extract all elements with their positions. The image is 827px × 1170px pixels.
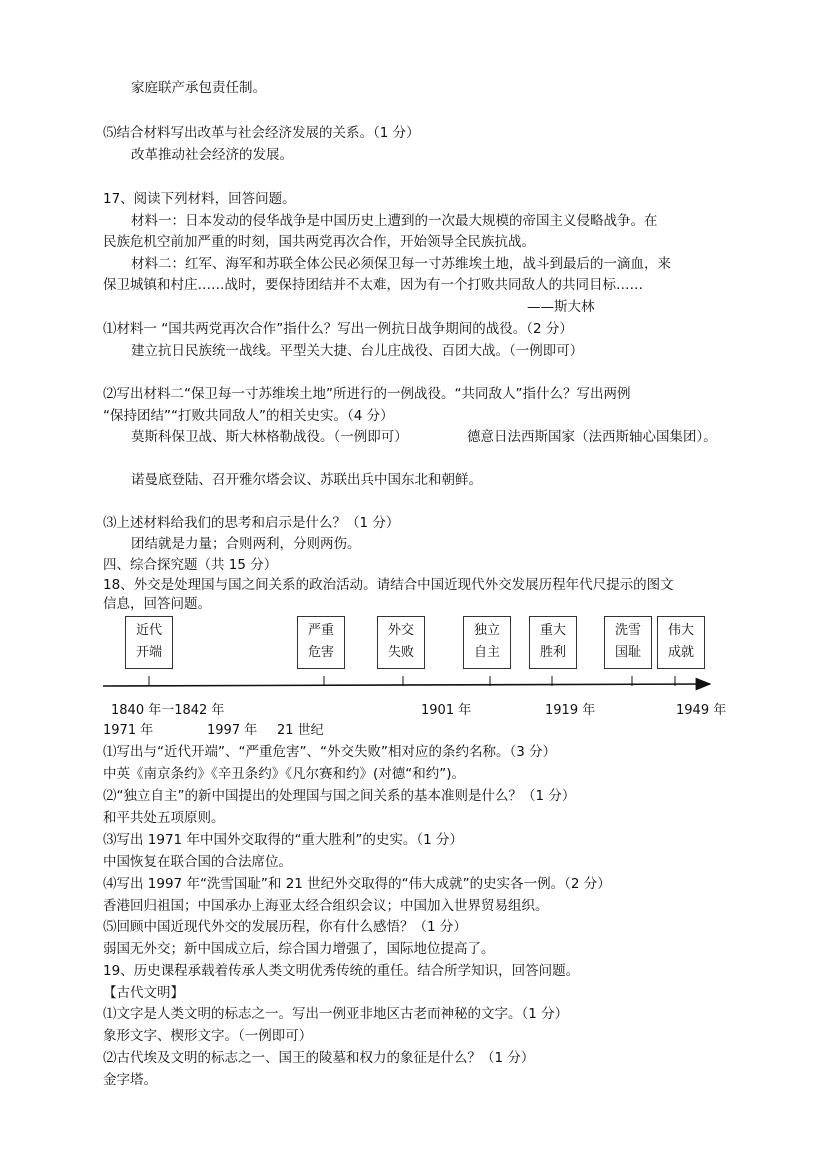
question-5: ⑸结合材料写出改革与社会经济发展的关系。（1 分） — [103, 125, 420, 141]
question-17-2-line-2: “保持团结”“打败共同敌人”的相关史实。（4 分） — [103, 408, 394, 424]
question-17-2-line-1: ⑵写出材料二“保卫每一寸苏维埃土地”所进行的一例战役。“共同敌人”指什么？写出两例 — [103, 386, 631, 402]
answer-17-1: 建立抗日民族统一战线。平型关大捷、台儿庄战役、百团大战。（一例即可） — [131, 343, 584, 359]
text-line: 家庭联产承包责任制。 — [131, 80, 266, 96]
year-label-1840: 1840 年一1842 年 — [111, 703, 225, 718]
answer-18-4: 香港回归祖国；中国承办上海亚太经合组织会议；中国加入世界贸易组织。 — [103, 898, 549, 914]
year-label-1901: 1901 年 — [421, 703, 472, 718]
timeline-box-diplomatic-failure: 外交 失败 — [377, 616, 425, 669]
year-label-1919: 1919 年 — [545, 703, 596, 718]
question-17-title: 17、阅读下列材料，回答问题。 — [103, 191, 296, 207]
question-19-1: ⑴文字是人类文明的标志之一。写出一例亚非地区古老而神秘的文字。（1 分） — [103, 1006, 569, 1022]
question-18-1: ⑴写出与“近代开端”、“严重危害”、“外交失败”相对应的条约名称。（3 分） — [103, 744, 557, 760]
answer-17-3: 团结就是力量；合则两利，分则两伤。 — [131, 536, 361, 552]
timeline-box-wipe-humiliation: 洗雪 国耻 — [604, 616, 652, 669]
timeline-box-great-achievement: 伟大 成就 — [657, 616, 705, 669]
material-2-line-2: 保卫城镇和村庄……战时，要保持团结并不太难，因为有一个打败共同敌人的共同目标…… — [103, 277, 643, 293]
year-label-1949: 1949 年 — [676, 703, 727, 718]
question-18-line-1: 18、外交是处理国与国之间关系的政治活动。请结合中国近现代外交发展历程年代尺提示的图文 — [103, 577, 674, 593]
timeline-box-serious-harm: 严重 危害 — [297, 616, 345, 669]
question-17-3: ⑶上述材料给我们的思考和启示是什么？（1 分） — [103, 515, 400, 531]
answer-18-2: 和平共处五项原则。 — [103, 810, 225, 826]
question-18-4: ⑷写出 1997 年“洗雪国耻”和 21 世纪外交取得的“伟大成就”的史实各一例。（2 分） — [103, 876, 611, 892]
timeline-arrow-line — [103, 684, 710, 686]
section-ancient-civilization: 【古代文明】 — [103, 985, 184, 1001]
year-label-21st-century: 21 世纪 — [277, 723, 324, 738]
year-label-1971: 1971 年 — [103, 723, 154, 738]
answer-18-3: 中国恢复在联合国的合法席位。 — [103, 854, 292, 870]
question-18-line-2: 信息，回答问题。 — [103, 596, 211, 612]
answer-17-2-a: 莫斯科保卫战、斯大林格勒战役。（一例即可） — [131, 429, 408, 445]
question-18-2: ⑵“独立自主”的新中国提出的处理国与国之间关系的基本准则是什么？（1 分） — [103, 788, 576, 804]
material-1-line-2: 民族危机空前加严重的时刻，国共两党再次合作，开始领导全民族抗战。 — [103, 234, 535, 250]
question-18-3: ⑶写出 1971 年中国外交取得的“重大胜利”的史实。（1 分） — [103, 832, 464, 848]
answer-19-2: 金字塔。 — [103, 1072, 157, 1088]
section-4-heading: 四、综合探究题（共 15 分） — [103, 557, 278, 573]
answer-17-2-c: 诺曼底登陆、召开雅尔塔会议、苏联出兵中国东北和朝鲜。 — [131, 472, 482, 488]
answer-18-5: 弱国无外交；新中国成立后，综合国力增强了，国际地位提高了。 — [103, 941, 495, 957]
material-2-source: ——斯大林 — [527, 299, 595, 315]
year-label-1997: 1997 年 — [207, 723, 258, 738]
answer-18-1: 中英《南京条约》《辛丑条约》《凡尔赛和约》(对德“和约”)。 — [103, 766, 466, 782]
answer-5: 改革推动社会经济的发展。 — [131, 147, 293, 163]
question-19-2: ⑵古代埃及文明的标志之一、国王的陵墓和权力的象征是什么？（1 分） — [103, 1050, 535, 1066]
question-19-title: 19、历史课程承载着传承人类文明优秀传统的重任。结合所学知识，回答问题。 — [103, 963, 580, 979]
answer-17-2-b: 德意日法西斯国家（法西斯轴心国集团）。 — [467, 429, 717, 445]
timeline-box-modern-start: 近代 开端 — [125, 616, 173, 669]
timeline-box-independence: 独立 自主 — [463, 616, 511, 669]
material-1-line-1: 材料一：日本发动的侵华战争是中国历史上遭到的一次最大规模的帝国主义侵略战争。在 — [131, 213, 658, 229]
timeline-box-major-victory: 重大 胜利 — [529, 616, 577, 669]
answer-19-1: 象形文字、楔形文字。（一例即可） — [103, 1028, 313, 1044]
question-17-1: ⑴材料一 “国共两党再次合作”指什么？写出一例抗日战争期间的战役。（2 分） — [103, 321, 573, 337]
question-18-5: ⑸回顾中国近现代外交的发展历程，你有什么感悟？（1 分） — [103, 919, 467, 935]
material-2-line-1: 材料二：红军、海军和苏联全体公民必须保卫每一寸苏维埃土地，战斗到最后的一滴血，来 — [131, 256, 671, 272]
